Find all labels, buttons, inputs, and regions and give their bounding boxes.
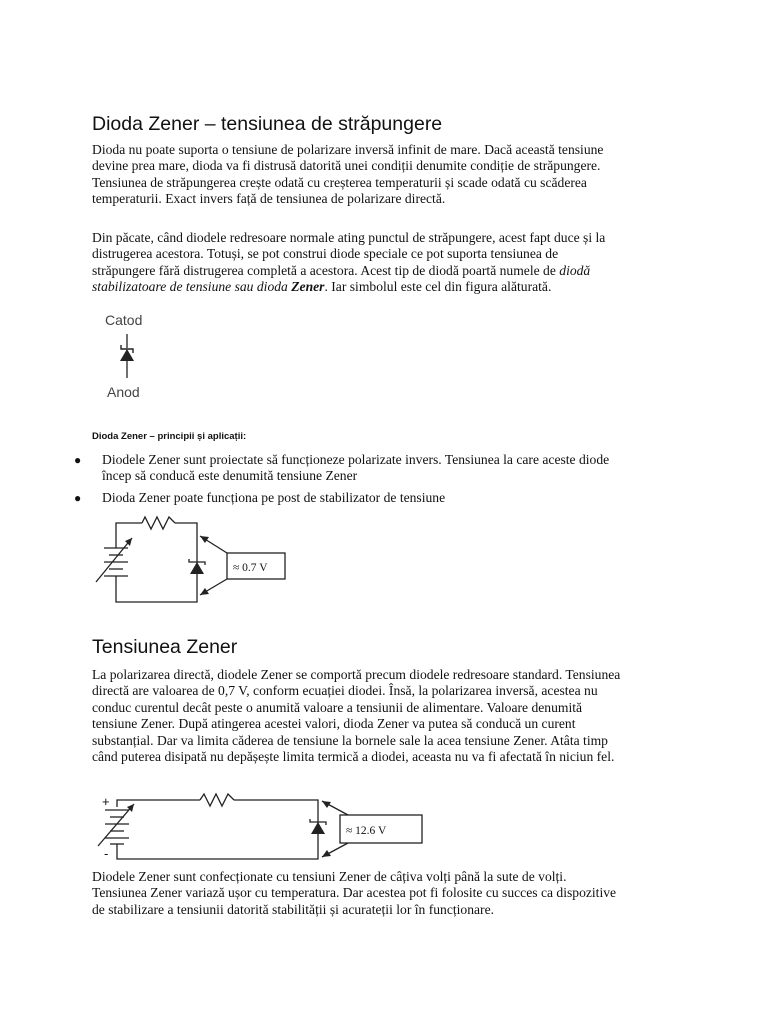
circuit-wire-top-left — [116, 523, 142, 532]
text-line: Diodele Zener sunt confecționate cu tensiuni Zener de câțiva volți până la sute de volți. — [92, 869, 567, 884]
text-line: Din păcate, când diodele redresoare normale ating punctul de străpungere, acest fapt duce și la — [92, 230, 606, 245]
paragraph-zener-definition — [92, 230, 692, 296]
paragraph-breakdown-intro — [92, 142, 692, 208]
text-line: conduc curentul decât peste o anumită valoare a tensiunii de alimentare. Valoare denumită — [92, 699, 583, 715]
text-line: Tensiunea Zener variază ușor cu temperatura. Dar acestea pot fi folosite cu succes ca dispozitive — [92, 885, 617, 901]
resistor-symbol — [142, 517, 175, 529]
circuit-wire-loop — [116, 523, 197, 602]
principles-bullet-list — [74, 452, 714, 511]
bullet-icon: ● — [74, 490, 82, 505]
text-line: devine prea mare, dioda va fi distrusă datorită unei condiții denumite condiție de străpungere. — [92, 158, 601, 174]
text-line: Dioda Zener poate funcționa pe post de stabilizator de tensiune — [102, 489, 446, 505]
section-title-breakdown: Dioda Zener – tensiunea de străpungere — [92, 113, 443, 135]
zener-circuit-diagram-large — [90, 788, 430, 864]
voltage-label: ≈ 12.6 V — [346, 825, 387, 837]
zener-symbol-figure — [100, 308, 170, 403]
text-line — [92, 279, 692, 295]
arrow-head — [200, 536, 209, 543]
text-line: tensiune Zener. După atingerea acestei valori, dioda Zener va putea să conducă un curent — [92, 716, 576, 732]
text-line: La polarizarea directă, diodele Zener se comportă precum diodele redresoare standard. Tensiunea — [92, 667, 621, 682]
list-item — [74, 452, 714, 485]
anode-label: Anod — [107, 384, 140, 400]
plus-sign: + — [102, 794, 110, 809]
paragraph-zener-voltage — [92, 667, 692, 765]
section-title-zener-voltage: Tensiunea Zener — [92, 636, 238, 658]
resistor-symbol — [200, 794, 234, 806]
diode-triangle — [311, 822, 325, 834]
text-line: când puterea disipată nu depășește limita termică a diodei, aceasta nu va fi afectată în niciun fel. — [92, 749, 615, 765]
paragraph-zener-range — [92, 869, 692, 918]
cathode-label: Catod — [105, 312, 143, 328]
bold-term-zener: Zener — [291, 279, 325, 295]
circuit-wire-loop — [117, 800, 318, 859]
italic-term: diodă — [559, 262, 591, 278]
list-item — [74, 490, 714, 506]
principles-title: Dioda Zener – principii și aplicații: — [92, 431, 247, 442]
text-line: încep să conducă este denumită tensiune Zener — [102, 468, 358, 484]
text-run: . Iar simbolul este cel din figura alăturată. — [324, 279, 552, 295]
minus-sign: - — [104, 846, 109, 861]
diode-triangle — [190, 562, 204, 574]
text-line: Dioda nu poate suporta o tensiune de polarizare inversă infinit de mare. Dacă această tensiune — [92, 142, 604, 157]
text-line: substanțial. Dar va limita căderea de tensiune la bornele sale la acea tensiune Zener. Atâta timp — [92, 732, 608, 748]
text-line: Diodele Zener sunt proiectate să funcționeze polarizate invers. Tensiunea la care aceste diode — [102, 452, 610, 467]
text-line: temperaturii. Exact invers față de tensiunea de polarizare directă. — [92, 191, 446, 207]
text-run: străpungere fără distrugerea completă a acestora. Acest tip de diodă poartă numele de — [92, 262, 560, 278]
diode-triangle — [120, 349, 134, 361]
text-line: directă are valoarea de 0,7 V, conform ecuației diodei. Însă, la polarizarea inversă, acestea nu — [92, 683, 598, 699]
zener-circuit-diagram-small — [90, 510, 300, 610]
italic-term: stabilizatoare de tensiune sau dioda — [92, 279, 292, 295]
voltage-label: ≈ 0.7 V — [233, 562, 268, 574]
text-line — [92, 263, 692, 279]
text-line: Tensiunea de străpungerea crește odată cu creșterea temperaturii și scade odată cu scăderea — [92, 174, 587, 190]
text-line: de stabilizare a tensiunii datorită stabilității și acurateții lor în funcționare. — [92, 901, 495, 917]
bullet-icon: ● — [74, 453, 82, 467]
text-line: distrugerea acestora. Totuși, se pot construi diode speciale ce pot suporta tensiunea de — [92, 246, 559, 262]
arrow-head — [200, 588, 209, 595]
